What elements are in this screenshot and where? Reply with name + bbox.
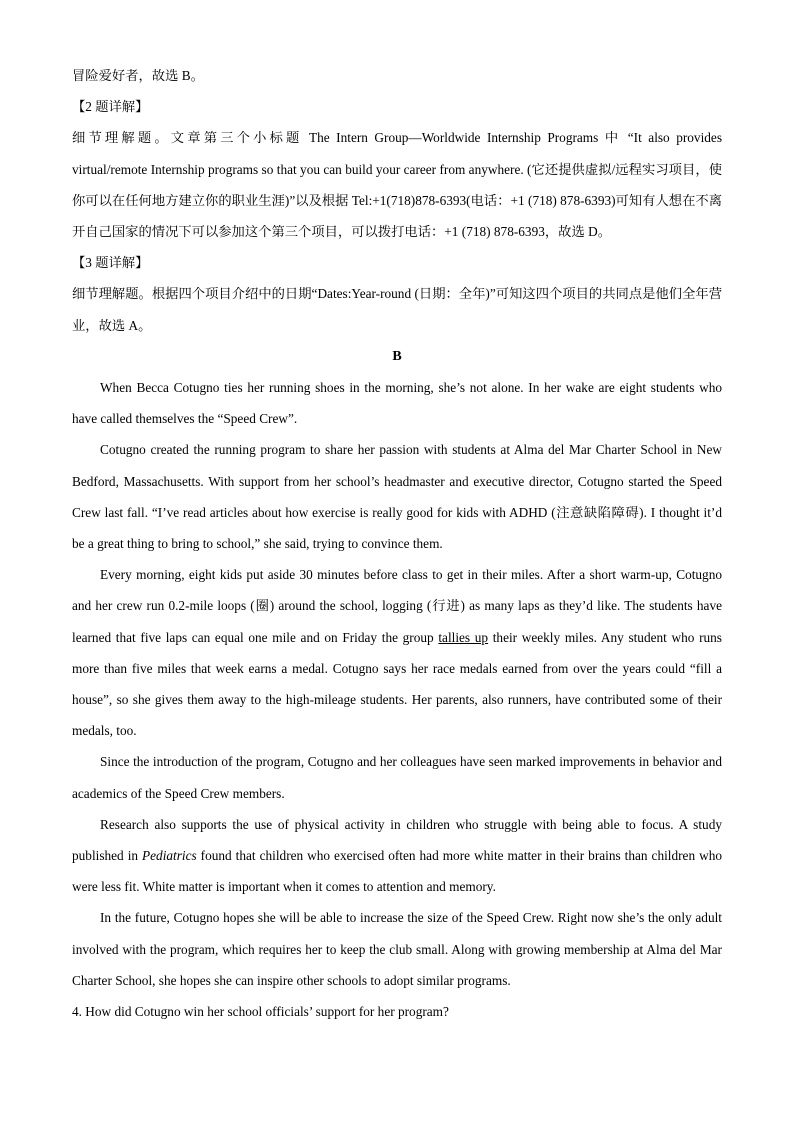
paragraph-3-end: their weekly miles. Any student who runs more than five miles that week earns a medal. Cotugno says her race medals earned from over the years could “fill a house”, so she gives them away to the high-mileage students. Her parents, also runners, have contributed some of their medals, too.	[72, 629, 722, 739]
journal-name: Pediatrics	[142, 848, 197, 864]
paragraph-5-start: Research also supports the use of physical activity in children who struggle with being able to focus. A study published in	[72, 816, 722, 864]
passage-paragraph-1: When Becca Cotugno ties her running shoes in the morning, she’s not alone. In her wake are eight students who have called themselves the “Speed Crew”.	[72, 380, 722, 427]
q3-header: 【3 题详解】	[72, 255, 149, 271]
passage-paragraph-2: Cotugno created the running program to share her passion with students at Alma del Mar Charter School in New Bedford, Massachusetts. With support from her school’s headmaster and executive director, Cotugno started the Speed Crew last fall. “I’ve read articles about how exercise is really good for kids with ADHD (注意缺陷障碍). I thought it’d be a great thing to bring to school,” she said, trying to convince them.	[72, 442, 722, 552]
answer-explanation-tail: 冒险爱好者，故选 B。	[72, 68, 204, 83]
question-4: 4. How did Cotugno win her school officials’ support for her program?	[72, 1004, 449, 1020]
paragraph-3-start: Every morning, eight kids put aside 30 minutes before class to get in their miles. After a short warm-up, Cotugno and her crew run 0.2-mile loops (圈) around the school, logging (行进) as many laps as they’d like. The students have learned that five laps can equal one mile and on Friday the group	[72, 567, 722, 645]
q2-header: 【2 题详解】	[72, 99, 149, 115]
paragraph-5-end: found that children who exercised often had more white matter in their brains than children who were less fit. White matter is important when it comes to attention and memory.	[72, 848, 722, 895]
passage-paragraph-3	[72, 559, 722, 746]
underlined-phrase: tallies up	[438, 629, 489, 645]
q2-explanation: 细节理解题。文章第三个小标题 The Intern Group—Worldwide Internship Programs 中 “It also provides virtual/remote Internship programs so that you can build your career from anywhere. (它还提供虚拟/远程实习项目，使你可以在任何地方建立你的职业生涯)”以及根据 Tel:+1(718)878-6393(电话：+1 (718) 878-6393)可知有人想在不离开自己国家的情况下可以参加这个第三个项目，可以拨打电话：+1 (718) 878-6393，故选 D。	[72, 130, 722, 240]
passage-paragraph-6: In the future, Cotugno hopes she will be able to increase the size of the Speed Crew. Right now she’s the only adult involved with the program, which requires her to keep the club small. Along with growing membership at Alma del Mar Charter School, she hopes she can inspire other schools to adopt similar programs.	[72, 910, 722, 988]
passage-paragraph-4: Since the introduction of the program, Cotugno and her colleagues have seen marked improvements in behavior and academics of the Speed Crew members.	[72, 754, 722, 801]
document-page	[72, 60, 722, 1027]
q3-explanation: 细节理解题。根据四个项目介绍中的日期“Dates:Year-round (日期：全年)”可知这四个项目的共同点是他们全年营业，故选 A。	[72, 286, 722, 333]
section-title: B	[392, 348, 402, 364]
passage-paragraph-5	[72, 809, 722, 903]
